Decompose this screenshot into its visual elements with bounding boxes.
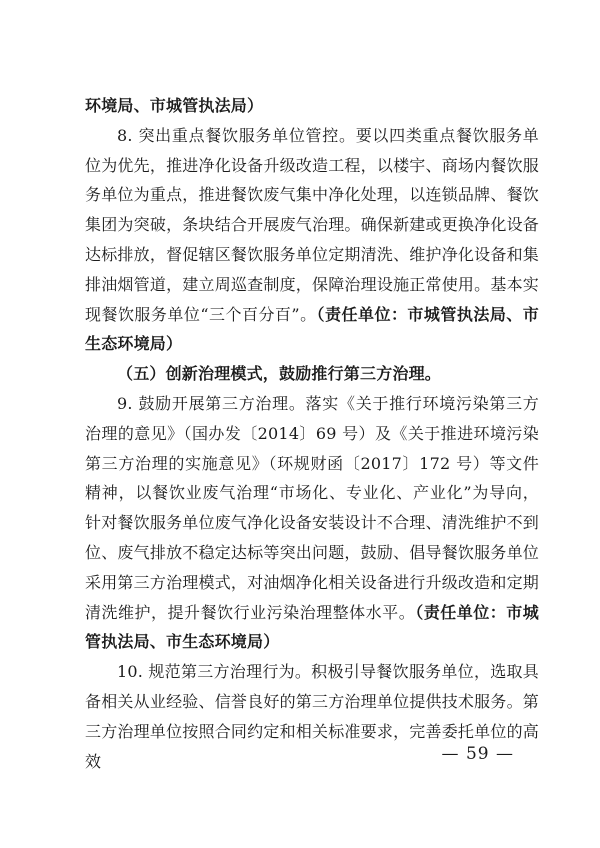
- body-paragraph: [85, 359, 539, 389]
- document-body: [85, 91, 539, 776]
- page-number: — 59 —: [441, 744, 514, 764]
- body-paragraph: [85, 91, 539, 121]
- text-segment-body: 10. 规范第三方治理行为。积极引导餐饮服务单位，选取具备相关从业经验、信誉良好的第三方治理单位提供技术服务。第三方治理单位按照合同约定和相关标准要求，完善委托单位的高效: [85, 662, 539, 771]
- text-segment-heading: （五）创新治理模式，鼓励推行第三方治理。: [117, 364, 442, 384]
- body-paragraph: [85, 389, 539, 657]
- text-segment-kai: （责任单位：市城管执法局、市生态环境局）: [85, 304, 539, 354]
- text-segment-body: 8. 突出重点餐饮服务单位管控。要以四类重点餐饮服务单位为优先，推进净化设备升级改造工程，以楼宇、商场内餐饮服务单位为重点，推进餐饮废气集中净化处理，以连锁品牌、餐饮集团为突破，条块结合开展废气治理。确保新建或更换净化设备达标排放，督促辖区餐饮服务单位定期清洗、维护净化设备和集排油烟管道，建立周巡查制度，保障治理设施正常使用。基本实现餐饮服务单位“三个百分百”。: [85, 125, 539, 324]
- body-paragraph: [85, 121, 539, 359]
- text-segment-body: 9. 鼓励开展第三方治理。落实《关于推行环境污染第三方治理的意见》（国办发〔2014〕69 号）及《关于推进环境污染第三方治理的实施意见》（环规财函〔2017〕172 号）等文件精神，以餐饮业废气治理“市场化、专业化、产业化”为导向，针对餐饮服务单位废气净化设备安装设计不合理、清洗维护不到位、废气排放不稳定达标等突出问题，鼓励、倡导餐饮服务单位采用第三方治理模式，对油烟净化相关设备进行升级改造和定期清洗维护，提升餐饮行业污染治理整体水平。: [85, 393, 539, 622]
- text-segment-kai: 环境局、市城管执法局）: [85, 96, 264, 115]
- text-segment-kai: （责任单位：市城管执法局、市生态环境局）: [85, 602, 539, 652]
